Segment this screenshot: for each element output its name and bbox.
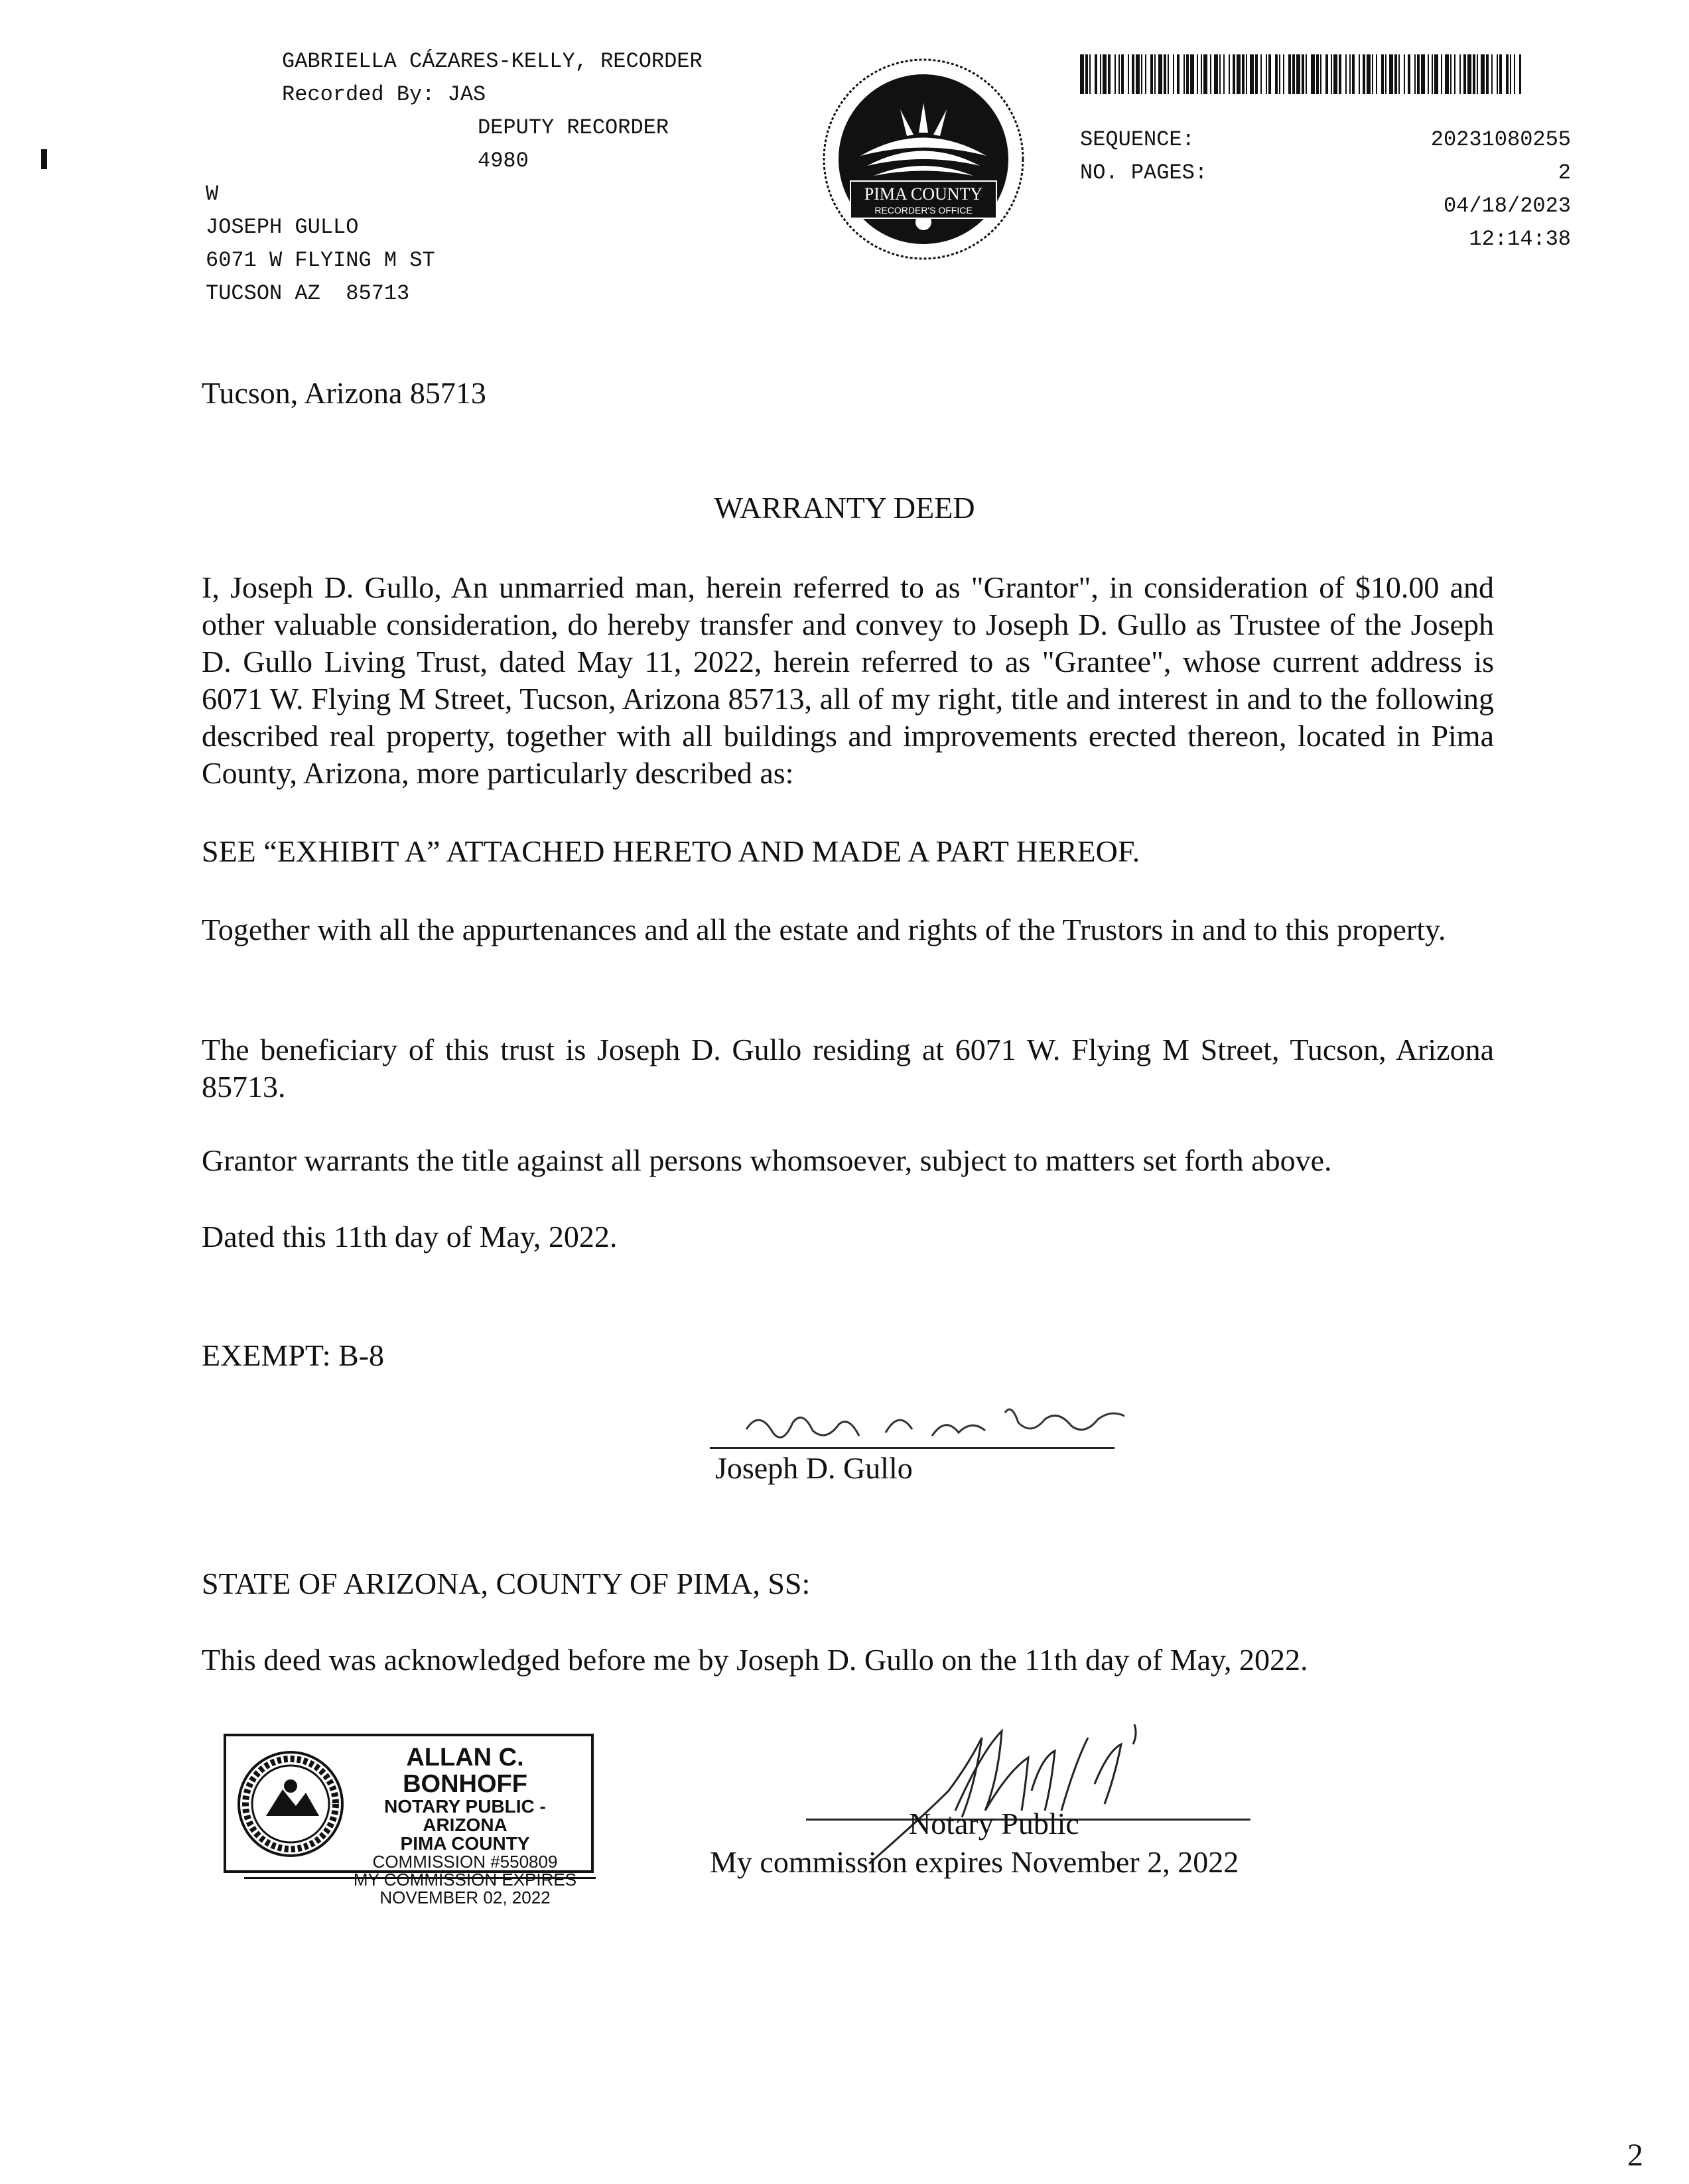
notary-stamp xyxy=(224,1734,594,1907)
appurtenances-paragraph: Together with all the appurtenances and all the estate and rights of the Trustors in and to this property. xyxy=(202,913,1446,946)
commission-expires: My commission expires November 2, 2022 xyxy=(710,1845,1239,1879)
beneficiary-paragraph: The beneficiary of this trust is Joseph D. Gullo residing at 6071 W. Flying M Street, Tucson, Arizona 85713. xyxy=(202,1033,1494,1104)
sequence-label: SEQUENCE: xyxy=(1080,127,1195,152)
grantor-signature xyxy=(733,1383,1158,1456)
stamp-underline xyxy=(244,1877,596,1879)
mail-street: 6071 W FLYING M ST xyxy=(206,248,435,273)
pima-county-seal-icon xyxy=(821,56,1026,262)
mailing-address xyxy=(206,178,435,310)
margin-mark xyxy=(41,149,47,169)
mail-code: W xyxy=(206,182,219,206)
grantor-name: Joseph D. Gullo xyxy=(715,1451,913,1485)
pages-label: NO. PAGES: xyxy=(1080,161,1208,185)
deputy-id: 4980 xyxy=(478,149,529,173)
notary-stamp-line2: PIMA COUNTY xyxy=(400,1833,530,1854)
seal-line1: PIMA COUNTY xyxy=(864,184,983,204)
arizona-state-seal-icon xyxy=(236,1750,346,1859)
notary-stamp-line3: COMMISSION #550809 xyxy=(372,1852,558,1872)
exhibit-reference: SEE “EXHIBIT A” ATTACHED HERETO AND MADE A PART HEREOF. xyxy=(202,834,1140,868)
mail-name: JOSEPH GULLO xyxy=(206,215,359,239)
city-line: Tucson, Arizona 85713 xyxy=(202,376,486,410)
sequence-value: 20231080255 xyxy=(1430,127,1571,152)
notary-stamp-text xyxy=(342,1744,588,1907)
exempt-line: EXEMPT: B-8 xyxy=(202,1338,384,1372)
sequence-block xyxy=(1080,123,1571,256)
deed-title: WARRANTY DEED xyxy=(714,491,975,525)
warranty-paragraph: Grantor warrants the title against all persons whomsoever, subject to matters set forth above. xyxy=(202,1143,1332,1177)
recorder-name: GABRIELLA CÁZARES-KELLY, RECORDER xyxy=(282,49,703,74)
pages-value: 2 xyxy=(1558,161,1571,185)
deputy-recorder: DEPUTY RECORDER xyxy=(478,115,669,140)
grantor-signature-line xyxy=(710,1447,1115,1449)
seal-line2: RECORDER'S OFFICE xyxy=(874,205,973,216)
notary-public-label: Notary Public xyxy=(909,1807,1079,1840)
grant-paragraph: I, Joseph D. Gullo, An unmarried man, herein referred to as "Grantor", in consideration of $10.00 and other valuable consideration, do hereby transfer and convey to Joseph D. Gullo as Trustee of the Joseph D. Gullo Living Trust, dated May 11, 2022, herein referred to as "Grantee", whose current address is 6071 W. Flying M Street, Tucson, Arizona 85713, all of my right, title and interest in and to the following described real property, together with all buildings and improvements erected thereon, located in Pima County, Arizona, more particularly described as: xyxy=(202,570,1494,790)
recorded-by: Recorded By: JAS xyxy=(282,82,486,107)
dated-line: Dated this 11th day of May, 2022. xyxy=(202,1220,618,1253)
record-date: 04/18/2023 xyxy=(1443,194,1571,218)
notary-stamp-line4: MY COMMISSION EXPIRES xyxy=(353,1870,577,1890)
notary-stamp-line1: NOTARY PUBLIC - ARIZONA xyxy=(384,1796,546,1835)
acknowledgment-line: This deed was acknowledged before me by Joseph D. Gullo on the 11th day of May, 2022. xyxy=(202,1643,1308,1677)
mail-city: TUCSON AZ 85713 xyxy=(206,281,410,306)
barcode-icon xyxy=(1080,54,1521,94)
state-county-line: STATE OF ARIZONA, COUNTY OF PIMA, SS: xyxy=(202,1567,811,1600)
recorder-block xyxy=(282,45,703,178)
record-time: 12:14:38 xyxy=(1469,227,1571,251)
notary-stamp-line5: NOVEMBER 02, 2022 xyxy=(379,1888,551,1907)
notary-stamp-name: ALLAN C. BONHOFF xyxy=(403,1744,527,1798)
page-number: 2 xyxy=(1627,2138,1643,2173)
